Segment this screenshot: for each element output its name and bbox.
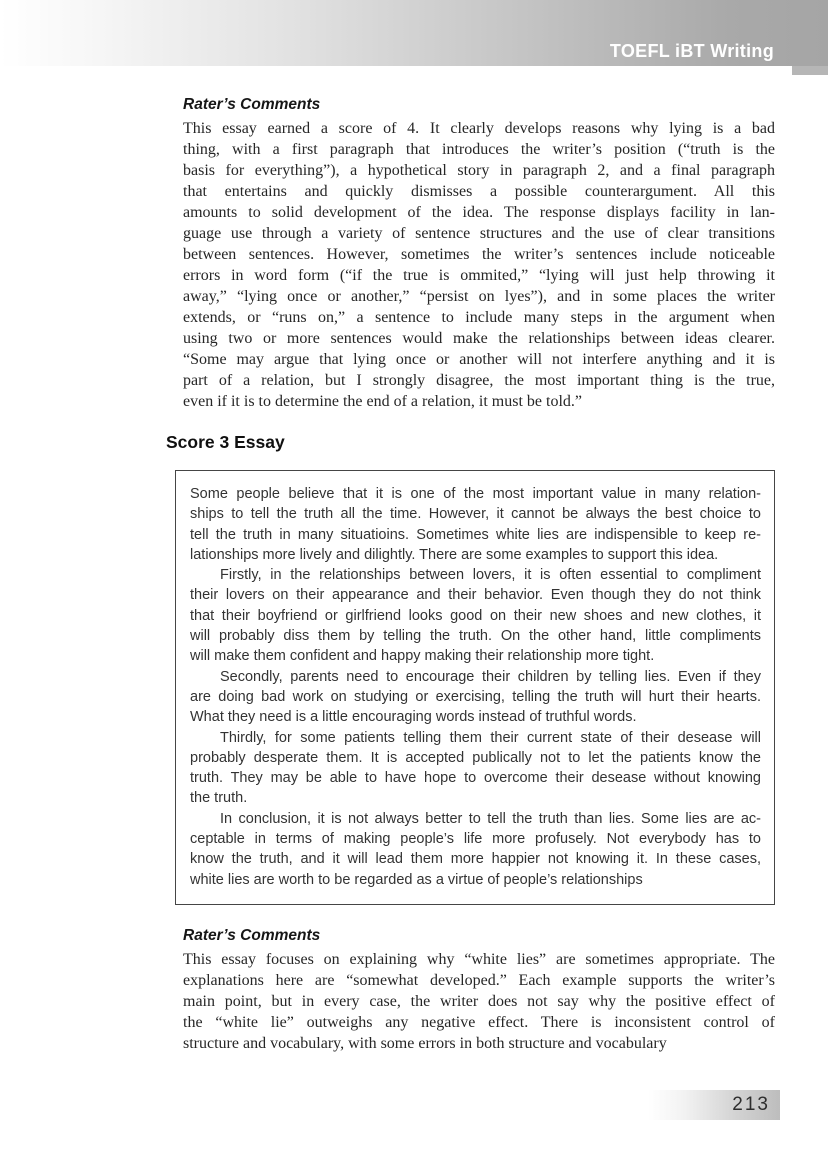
text-line: will probably diss them by telling the truth. On the other hand, little compliments [190, 628, 761, 645]
text-line: guage use through a variety of sentence structures and the use of clear transitions [183, 225, 775, 242]
rater-comments-heading-1: Rater’s Comments [183, 96, 321, 113]
text-line: main point, but in every case, the writer does not say why the positive effect of [183, 992, 775, 1010]
page-number-box [648, 1090, 780, 1120]
essay-paragraph [190, 809, 761, 890]
text-line: “Some may argue that lying once or another will not interfere anything and it is [183, 351, 775, 368]
text-line: ships to tell the truth all the time. However, it cannot be always the best choice to [190, 506, 761, 523]
text-line: thing, with a first paragraph that introduces the writer’s position (“truth is the [183, 141, 775, 158]
essay-paragraph [190, 484, 761, 565]
main-text-column [166, 0, 775, 1054]
text-line: Firstly, in the relationships between lovers, it is often essential to compliment [220, 567, 761, 584]
text-line: explanations here are “somewhat developed.” Each example supports the writer’s [183, 971, 775, 989]
text-line: This essay focuses on explaining why “white lies” are sometimes appropriate. The [183, 950, 775, 968]
text-line: are doing bad work on studying or exercising, telling the truth will hurt their hearts. [190, 688, 761, 705]
text-line: that entertains and quickly dismisses a possible counterargument. All this [183, 183, 775, 200]
text-line: between sentences. However, sometimes the writer’s sentences include noticeable [183, 246, 775, 263]
text-line: lationships more lively and dilightly. There are some examples to support this idea. [190, 546, 719, 563]
text-line: ceptable in terms of making people’s life more profusely. Not everybody has to [190, 831, 761, 848]
text-line: will make them confident and happy making their relationship more tight. [190, 648, 655, 665]
essay-paragraph [190, 565, 761, 666]
text-line: know the truth, and it will lead them more happier not knowing it. In these cases, [190, 851, 761, 868]
text-line: basis for everything”), a hypothetical story in paragraph 2, and a final paragraph [183, 162, 775, 179]
text-line: the “white lie” outweighs any negative effect. There is inconsistent control of [183, 1013, 775, 1031]
rater-comments-heading-2: Rater’s Comments [183, 926, 321, 944]
essay-paragraph [190, 667, 761, 728]
text-line: that their boyfriend or girlfriend looks good on their new shoes and new clothes, it [190, 607, 761, 624]
page-number: 213 [732, 1094, 770, 1115]
text-line: Secondly, parents need to encourage their children by telling lies. Even if they [220, 668, 761, 685]
text-line: extends, or “runs on,” a sentence to include many steps in the argument when [183, 309, 775, 326]
text-line: tell the truth in many situatioins. Sometimes white lies are indispensible to keep re- [190, 526, 761, 543]
text-line: using two or more sentences would make the relationships between ideas clearer. [183, 330, 775, 347]
text-line: their lovers on their appearance and their behavior. Even though they do not think [190, 587, 761, 604]
text-line: Some people believe that it is one of the most important value in many relation- [190, 486, 761, 502]
text-line: even if it is to determine the end of a relation, it must be told.” [183, 393, 582, 410]
text-line: white lies are worth to be regarded as a virtue of people’s relationships [190, 871, 643, 888]
text-line: What they need is a little encouraging words instead of truthful words. [190, 709, 637, 726]
text-line: errors in word form (“if the true is ommited,” “lying will just help throwing it [183, 267, 775, 284]
text-line: part of a relation, but I strongly disagree, the most important thing is the true, [183, 372, 775, 389]
essay-paragraph [190, 728, 761, 809]
text-line: truth. They may be able to have hope to overcome their desease without knowing [190, 770, 761, 787]
rater-comments-paragraph-1 [183, 118, 775, 412]
header-title: TOEFL iBT Writing [609, 41, 774, 61]
text-line: the truth. [190, 790, 248, 807]
score-3-essay-heading: Score 3 Essay [166, 432, 285, 452]
text-line: This essay earned a score of 4. It clearly develops reasons why lying is a bad [183, 120, 775, 137]
rater-comments-paragraph-2 [183, 949, 775, 1054]
text-line: amounts to solid development of the idea. The response displays facility in lan- [183, 204, 775, 221]
score-3-essay-box [175, 470, 775, 905]
text-line: Thirdly, for some patients telling them their current state of their desease will [220, 729, 761, 746]
text-line: In conclusion, it is not always better to tell the truth than lies. Some lies are ac- [220, 810, 761, 827]
text-line: structure and vocabulary, with some errors in both structure and vocabulary [183, 1034, 667, 1052]
text-line: probably desperate them. It is accepted publically not to let the patients know the [190, 749, 761, 766]
text-line: away,” “lying once or another,” “persist on lyes”), and in some places the writer [183, 288, 775, 305]
header-right-tab [792, 66, 828, 75]
